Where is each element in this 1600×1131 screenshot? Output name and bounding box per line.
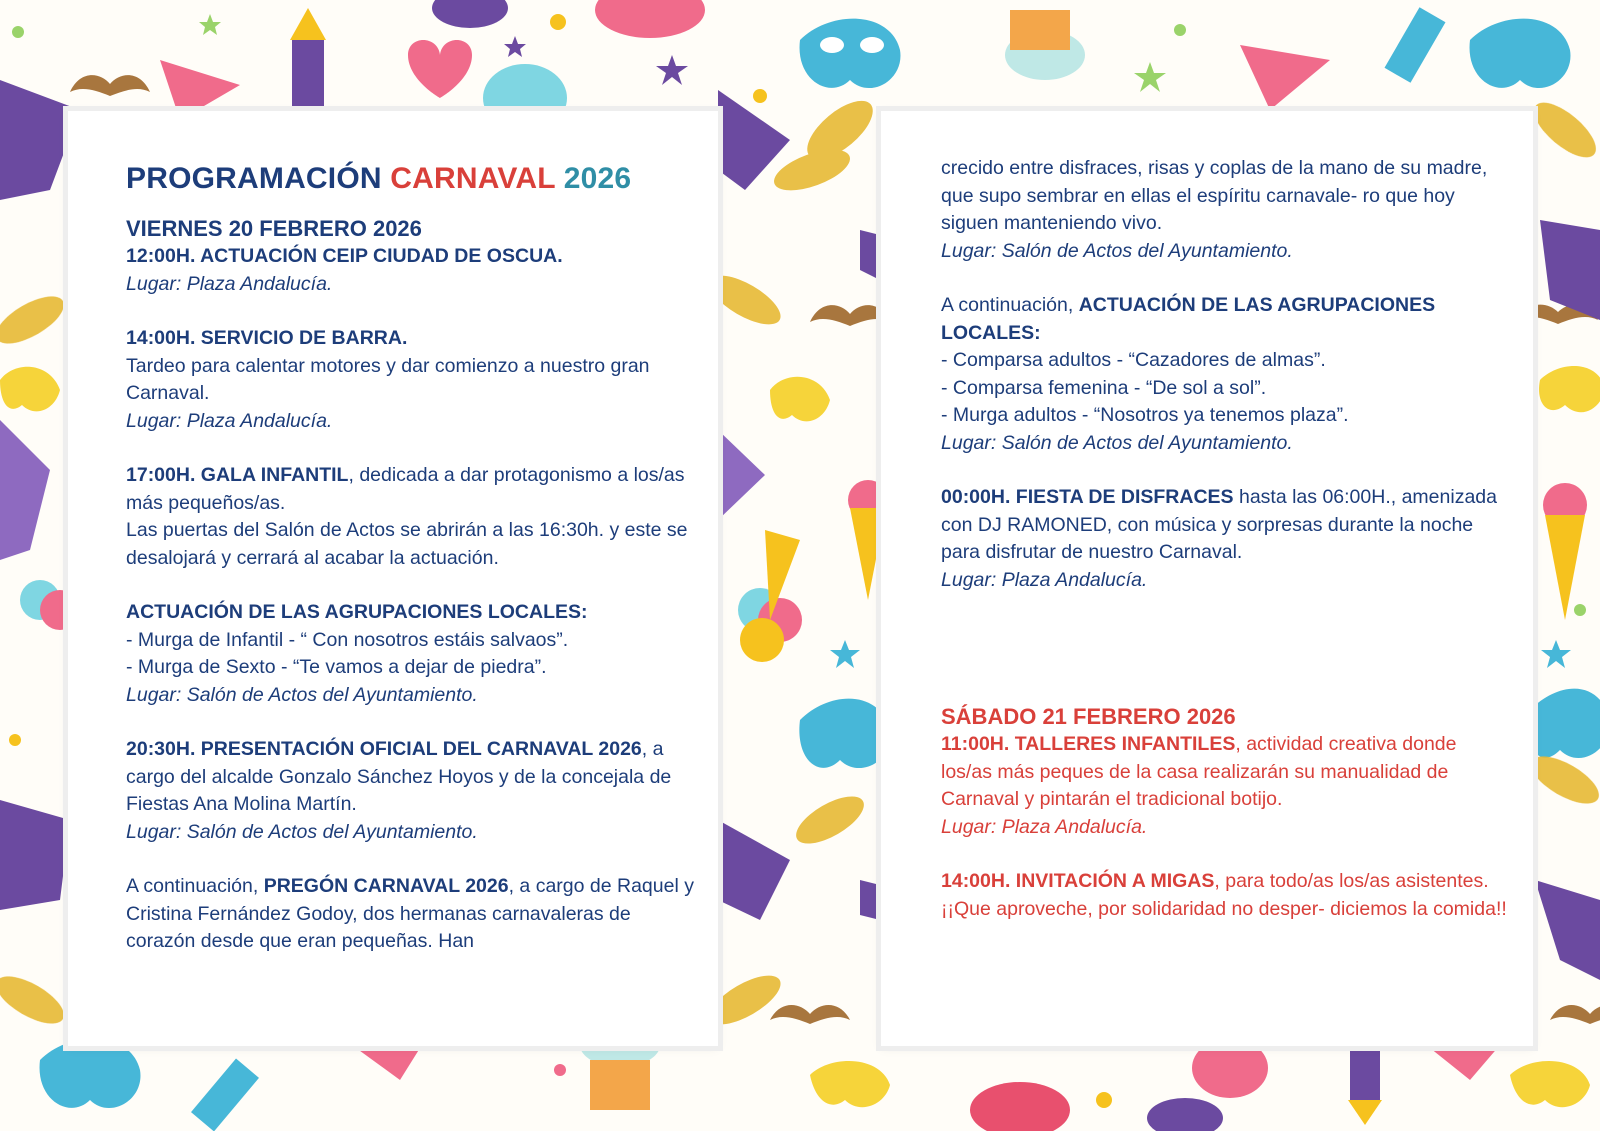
event-title: 20:30H. PRESENTACIÓN OFICIAL DEL CARNAVAL 2026 — [126, 738, 642, 760]
event-intro: A continuación, — [941, 294, 1079, 316]
event-description: hasta las 06:00H., amenizada con DJ RAMONED, con música y sorpresas durante la noche para disfrutar de nuestro Carnaval. — [941, 486, 1497, 563]
event-description: crecido entre disfraces, risas y coplas de la mano de su madre, que supo sembrar en ellas el espíritu carnavale- ro que hoy siguen manteniendo vivo. — [941, 157, 1488, 234]
program-page-right — [881, 111, 1533, 1046]
event-title: 17:00H. GALA INFANTIL — [126, 464, 349, 486]
event-paragraph — [941, 292, 1511, 347]
event-place: Lugar: Salón de Actos del Ayuntamiento. — [126, 820, 478, 843]
event-paragraph — [126, 462, 696, 517]
event-title: PREGÓN CARNAVAL 2026 — [263, 875, 509, 897]
title-carnaval: CARNAVAL — [390, 162, 556, 195]
event-paragraph — [941, 731, 1511, 814]
list-item: - Comparsa femenina - “De sol a sol”. — [941, 376, 1267, 399]
event-paragraph — [126, 873, 696, 956]
event-description: , a cargo del alcalde Gonzalo Sánchez Hoyos y de la concejala de Fiestas Ana Molina Martín. — [126, 738, 672, 815]
event-paragraph — [126, 736, 696, 819]
event-title: ACTUACIÓN DE LAS AGRUPACIONES LOCALES: — [941, 294, 1436, 344]
friday-heading: VIERNES 20 FEBRERO 2026 — [126, 216, 422, 241]
event-place: Lugar: Plaza Andalucía. — [941, 568, 1148, 591]
event-title: 11:00H. TALLERES INFANTILES — [941, 733, 1236, 755]
event-description: , dedicada a dar protagonismo a los/as más pequeños/as. — [126, 464, 685, 514]
event-place: Lugar: Salón de Actos del Ayuntamiento. — [941, 431, 1293, 454]
saturday-heading: SÁBADO 21 FEBRERO 2026 — [941, 704, 1236, 729]
title-programacion: PROGRAMACIÓN — [126, 162, 382, 195]
event-intro: A continuación, — [126, 875, 264, 897]
title-year: 2026 — [563, 162, 632, 195]
list-item: - Comparsa adultos - “Cazadores de almas”. — [941, 349, 1326, 371]
list-item: - Murga de Infantil - “ Con nosotros estáis salvaos”. — [126, 628, 569, 651]
event-title: 00:00H. FIESTA DE DISFRACES — [941, 486, 1234, 508]
event-title: 14:00H. SERVICIO DE BARRA. — [126, 327, 408, 349]
program-title — [126, 161, 696, 197]
event-paragraph — [941, 868, 1511, 923]
event-description: Tardeo para calentar motores y dar comienzo a nuestro gran Carnaval. — [126, 354, 650, 404]
list-item: - Murga adultos - “Nosotros ya tenemos plaza”. — [941, 404, 1349, 426]
event-paragraph — [941, 484, 1511, 567]
event-description: , a cargo de Raquel y Cristina Fernández Godoy, dos hermanas carnavaleras de corazón desde que eran pequeñas. Han — [126, 875, 694, 952]
event-place: Lugar: Salón de Actos del Ayuntamiento. — [126, 683, 478, 706]
event-place: Lugar: Salón de Actos del Ayuntamiento. — [941, 239, 1293, 262]
event-description: , actividad creativa donde los/as más peques de la casa realizarán su manualidad de Carnaval y pintarán el tradicional botijo. — [941, 733, 1457, 810]
event-title: ACTUACIÓN DE LAS AGRUPACIONES LOCALES: — [126, 601, 588, 623]
program-page-left — [68, 111, 718, 1046]
list-item: - Murga de Sexto - “Te vamos a dejar de piedra”. — [126, 656, 547, 678]
program-content-right — [941, 155, 1511, 923]
event-place: Lugar: Plaza Andalucía. — [126, 409, 333, 432]
event-place: Lugar: Plaza Andalucía. — [941, 815, 1148, 838]
event-place: Lugar: Plaza Andalucía. — [126, 272, 333, 295]
event-title: 12:00H. ACTUACIÓN CEIP CIUDAD DE OSCUA. — [126, 245, 563, 267]
event-note: Las puertas del Salón de Actos se abrirán a las 16:30h. y este se desalojará y cerrará al acabar la actuación. — [126, 519, 688, 569]
event-title: 14:00H. INVITACIÓN A MIGAS — [941, 870, 1215, 892]
event-description: , para todo/as los/as asistentes. ¡¡Que aproveche, por solidaridad no desper- diciemos la comida!! — [941, 870, 1507, 920]
program-content-left — [126, 161, 696, 956]
